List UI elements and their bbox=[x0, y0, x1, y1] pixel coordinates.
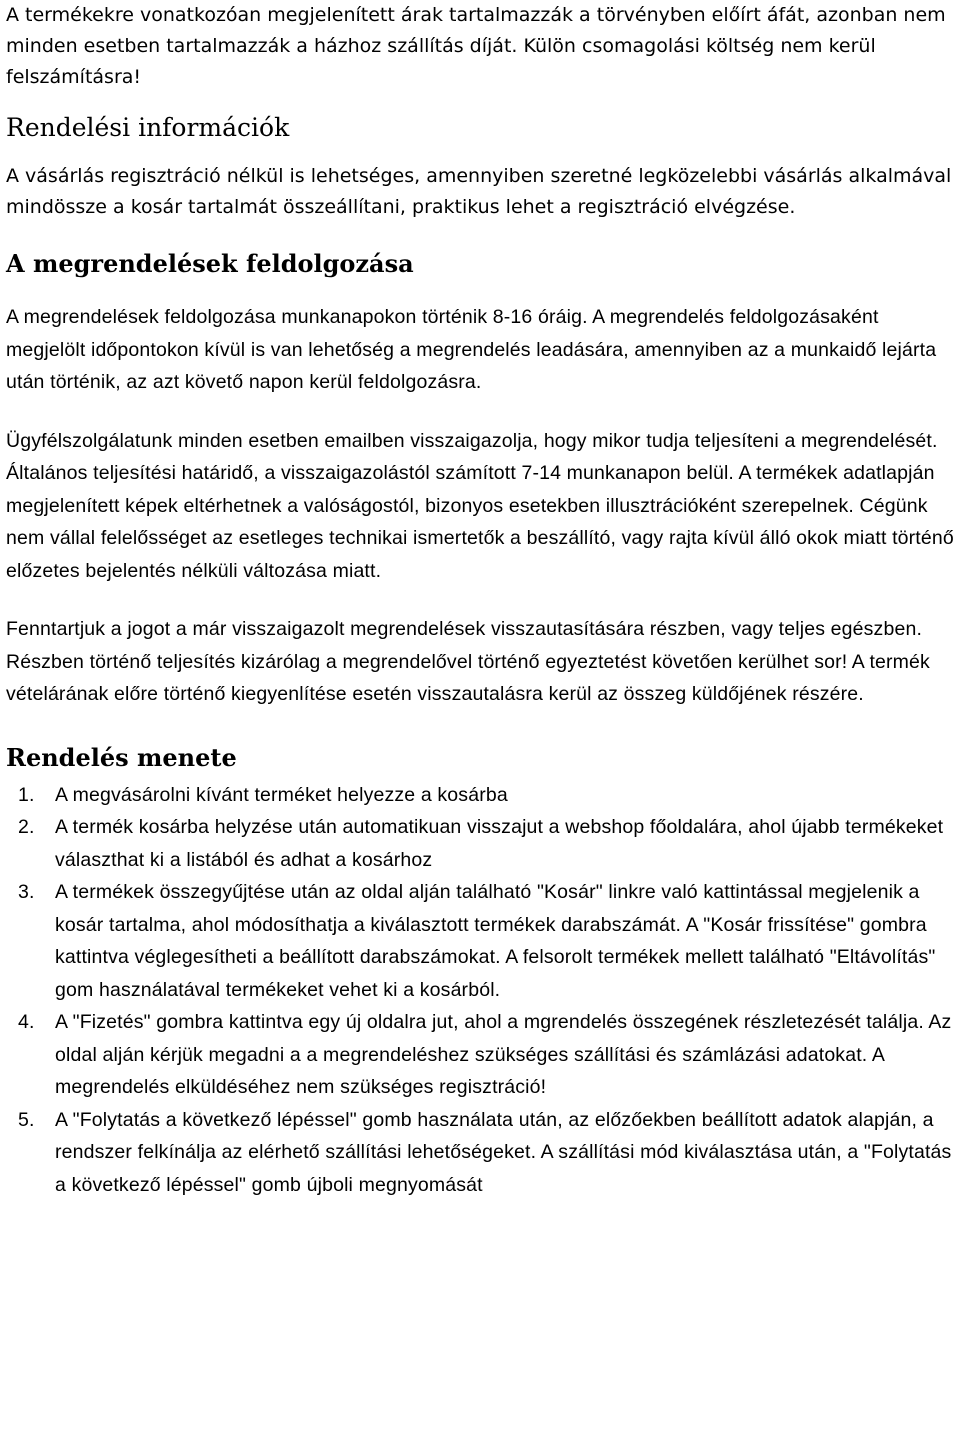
spacer bbox=[6, 399, 956, 425]
list-item-text: A "Fizetés" gombra kattintva egy új oldalra jut, ahol a mgrendelés összegének részletezését találja. Az oldal alján kérjük megadni a a megrendeléshez szükséges szállítási és számlázási adatokat. A megrendelés elküldéséhez nem szükséges regisztráció! bbox=[55, 1011, 952, 1098]
processing-paragraph-3: Fenntartjuk a jogot a már visszaigazolt megrendelések visszautasítására részben, vagy teljes egészben. Részben történő teljesítés kizárólag a megrendelővel történő egyeztetést követően kerülhet sor! A termék vételárának előre történő kiegyenlítése esetén visszautalásra kerül az összeg küldőjének részére. bbox=[6, 618, 930, 705]
heading-order-steps: Rendelés menete bbox=[6, 742, 237, 772]
list-item-number: 2. bbox=[18, 816, 35, 838]
list-item-number: 3. bbox=[18, 881, 35, 903]
list-item bbox=[6, 811, 956, 876]
list-item-text: A termékek összegyűjtése után az oldal alján található "Kosár" linkre való kattintással megjelenik a kosár tartalma, ahol módosíthatja a kiválasztott termékek darabszámát. A "Kosár frissítése" gombra kattintva véglegesítheti a beállított darabszámokat. A felsorolt termékek mellett található "Eltávolítás" gom használatával termékeket vehet ki a kosárból. bbox=[55, 881, 936, 1001]
list-item-text: A megvásárolni kívánt terméket helyezze a kosárba bbox=[55, 783, 508, 806]
order-steps-list bbox=[6, 779, 956, 1202]
list-item-text: A "Folytatás a következő lépéssel" gomb használata után, az előzőekben beállított adatok alapján, a rendszer felkínálja az elérhető szállítási lehetőségeket. A szállítási mód kiválasztása után, a "Folytatás a következő lépéssel" gomb újboli megnyomását bbox=[55, 1108, 952, 1196]
processing-paragraph-2: Ügyfélszolgálatunk minden esetben emailben visszaigazolja, hogy mikor tudja teljesíteni a megrendelését. Általános teljesítési határidő, a visszaigazolástól számított 7-14 munkanapon belül. A termékek adatlapján megjelenített képek eltérhetnek a valóságostól, bizonyos esetekben illusztrációként szerepelnek. Cégünk nem vállal felelősséget az esetleges technikai ismertetők a beszállító, vagy rajta kívül álló okok miatt történő előzetes bejelentés nélküli változása miatt. bbox=[6, 429, 954, 582]
list-item-text: A termék kosárba helyzése után automatikuan visszajut a webshop főoldalára, ahol újabb termékeket választhat ki a listából és adhat a kosárhoz bbox=[55, 816, 944, 871]
list-item-number: 4. bbox=[18, 1011, 35, 1033]
heading-order-info: Rendelési információk bbox=[6, 113, 290, 142]
list-item bbox=[6, 876, 956, 1006]
list-item-number: 5. bbox=[18, 1108, 35, 1131]
list-item bbox=[6, 779, 956, 812]
document-page bbox=[6, 0, 956, 1201]
spacer bbox=[6, 587, 956, 613]
heading-order-processing: A megrendelések feldolgozása bbox=[6, 249, 414, 278]
processing-paragraph-1: A megrendelések feldolgozása munkanapokon történik 8-16 óráig. A megrendelés feldolgozásaként megjelölt időpontokon kívül is van lehetőség a megrendelés leadására, amennyiben az a munkaidő lejárta után történik, az azt követő napon kerül feldolgozásra. bbox=[6, 306, 937, 393]
order-info-paragraph: A vásárlás regisztráció nélkül is lehetséges, amennyiben szeretné legközelebbi vásárlás alkalmával mindössze a kosár tartalmát összeállítani, praktikus lehet a regisztráció elvégzése. bbox=[6, 165, 952, 218]
list-item-number: 1. bbox=[18, 783, 35, 806]
intro-paragraph: A termékekre vonatkozóan megjelenített árak tartalmazzák a törvényben előírt áfát, azonban nem minden esetben tartalmazzák a házhoz szállítás díját. Külön csomagolási költség nem kerül felszámításra! bbox=[6, 4, 946, 88]
list-item bbox=[6, 1006, 956, 1104]
list-item bbox=[6, 1104, 956, 1202]
